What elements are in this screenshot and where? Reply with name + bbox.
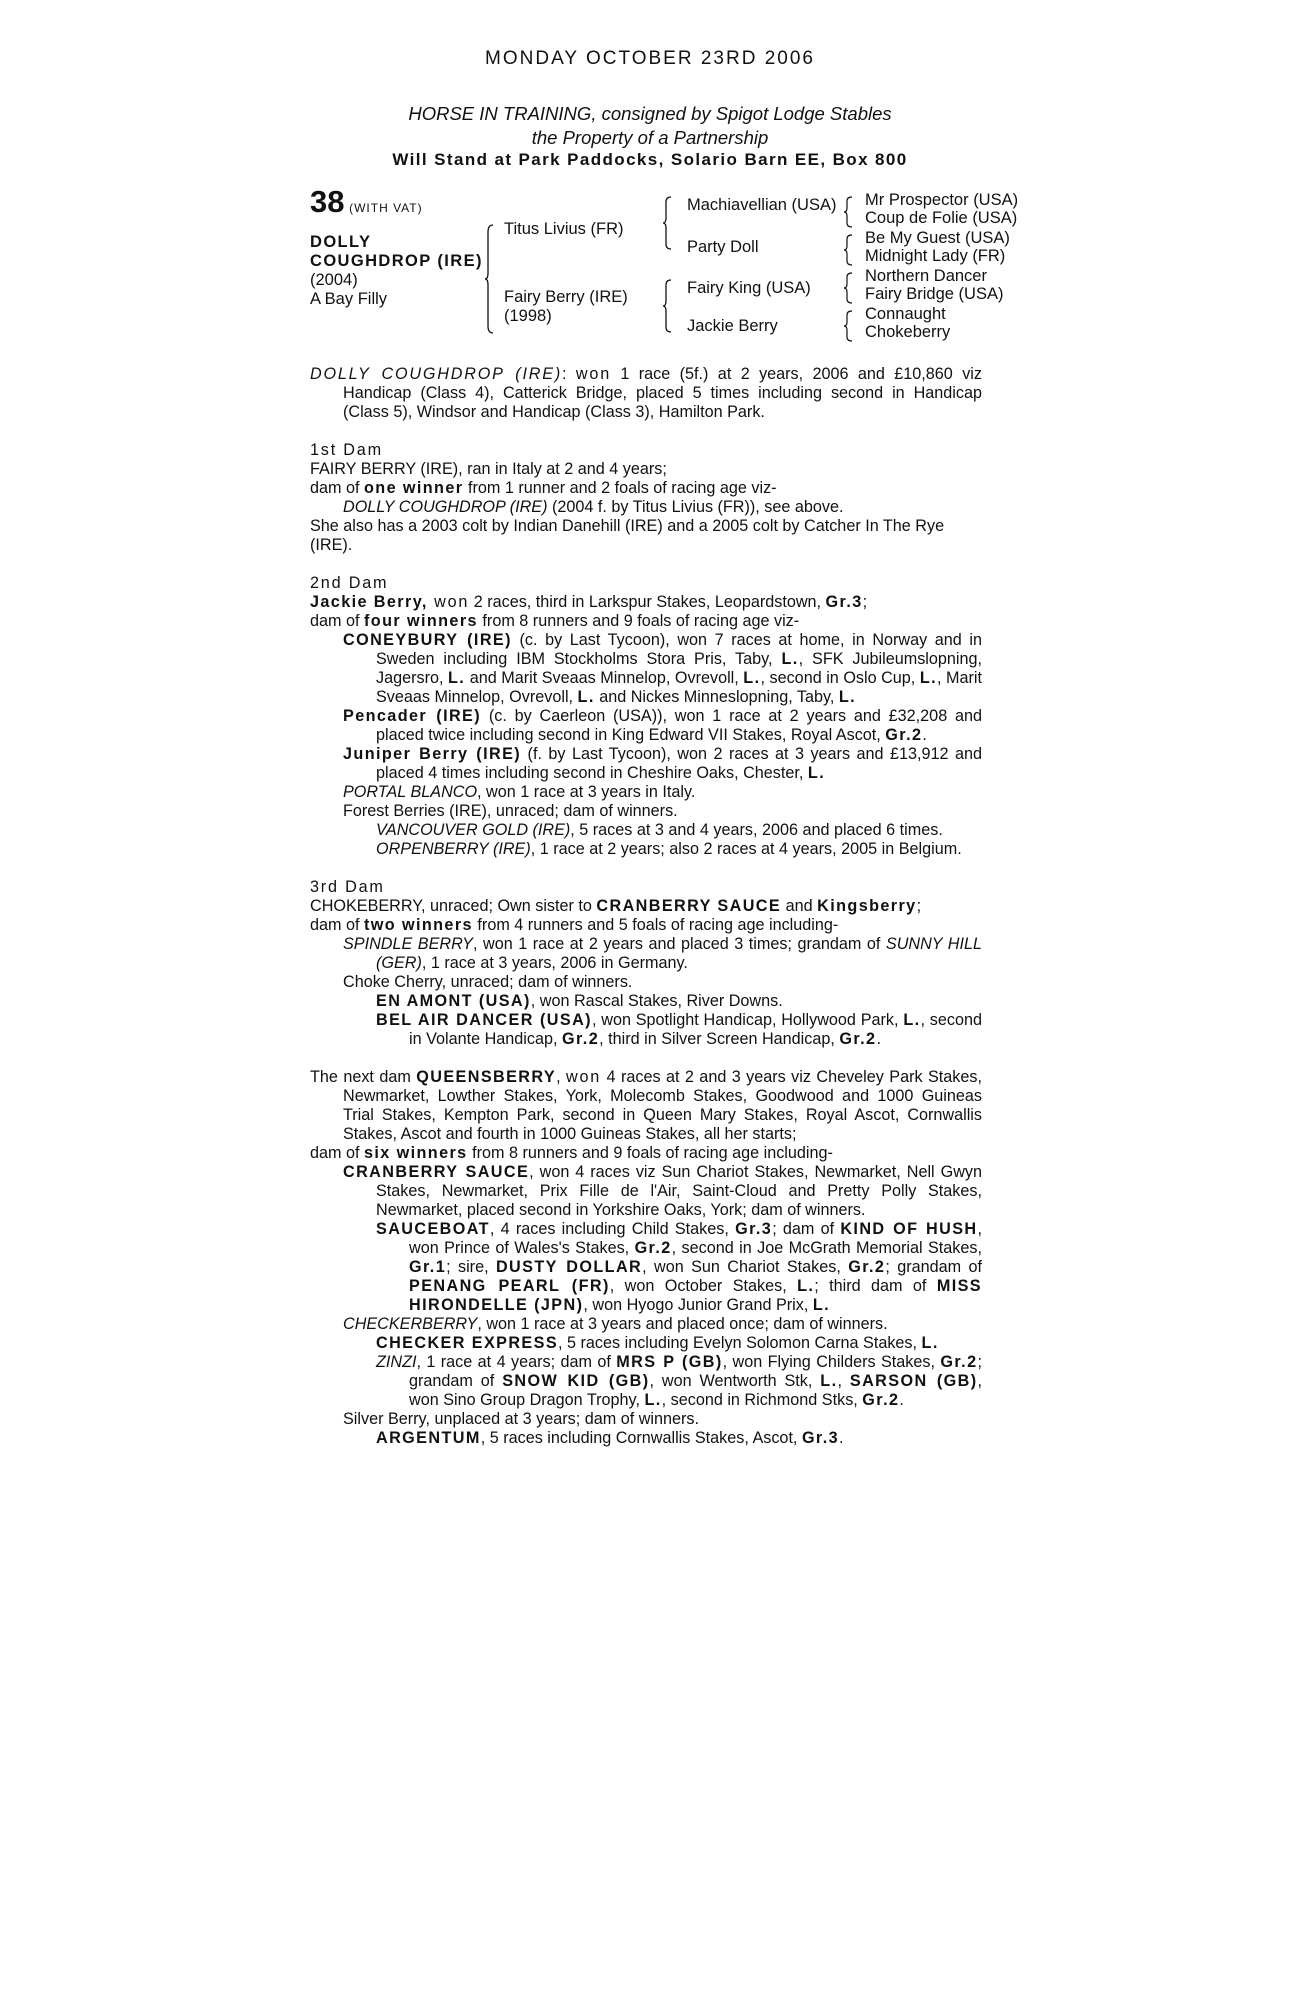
next-dam-produce: dam of six winners from 8 runners and 9 foals of racing age including-: [310, 1144, 833, 1162]
sire-name: Titus Livius (FR): [504, 220, 624, 238]
lot-number: 38: [310, 184, 345, 219]
grand-foal-sauceboat: SAUCEBOAT, 4 races including Child Stakes, Gr.3; dam of KIND OF HUSH, won Prince of Wales's Stakes, Gr.2, second in Joe McGrath Memorial Stakes, Gr.1; sire, DUSTY DOLLAR, won Sun Chariot Stakes, Gr.2; grandam of PENANG PEARL (FR), won October Stakes, L.; third dam of MISS HIRONDELLE (JPN), won Hyogo Junior Grand Prix, L.: [376, 1220, 983, 1314]
second-dam-line: Jackie Berry, won 2 races, third in Larkspur Stakes, Leopardstown, Gr.3;: [310, 593, 868, 611]
dam-sire-dam: Fairy Bridge (USA): [865, 285, 1004, 303]
grand-foal-checker-express: CHECKER EXPRESS, 5 races including Evelyn Solomon Carna Stakes, L.: [376, 1334, 939, 1352]
third-dam-line: CHOKEBERRY, unraced; Own sister to CRANBERRY SAUCE and Kingsberry;: [310, 897, 922, 915]
second-dam-foal-coneybury: CONEYBURY (IRE) (c. by Last Tycoon), won 7 races at home, in Norway and in Sweden including IBM Stockholms Stora Pris, Taby, L., SFK Jubileumslopning, Jagersro, L. and Marit Sveaas Minnelop, Ovrevoll, L., second in Oslo Cup, L., Marit Sveaas Minnelop, Ovrevoll, L. and Nickes Minneslopning, Taby, L.: [343, 631, 982, 706]
winners-count: one winner: [364, 479, 464, 497]
first-dam-other-foals: She also has a 2003 colt by Indian Danehill (IRE) and a 2005 colt by Catcher In The Rye (IRE).: [310, 517, 945, 554]
race-record-paragraph: DOLLY COUGHDROP (IRE): won 1 race (5f.) at 2 years, 2006 and £10,860 viz Handicap (Class 4), Catterick Bridge, placed 5 times including second in Handicap (Class 5), Windsor and Handicap (Class 3), Hamilton Park.: [310, 365, 982, 421]
first-dam-heading: 1st Dam: [310, 441, 383, 459]
property-line: the Property of a Partnership: [531, 127, 769, 148]
horse-name-line2: COUGHDROP (IRE): [310, 252, 483, 270]
dam-dam-dam: Chokeberry: [865, 323, 951, 341]
pedigree-block: [310, 184, 1030, 348]
dam-dam: Jackie Berry: [687, 317, 778, 335]
second-dam-foal-juniper-berry: Juniper Berry (IRE) (f. by Last Tycoon), won 2 races at 3 years and £13,912 and placed 4 times including second in Cheshire Oaks, Chester, L.: [343, 745, 982, 782]
consignor-text: , consigned by Spigot Lodge Stables: [591, 103, 892, 124]
dam-sire: Fairy King (USA): [687, 279, 811, 297]
sire-dam-dam: Midnight Lady (FR): [865, 247, 1006, 265]
horse-in-training-label: HORSE IN TRAINING: [408, 103, 592, 124]
third-dam-produce: dam of two winners from 4 runners and 5 foals of racing age including-: [310, 916, 839, 934]
grand-foal-orpenberry: ORPENBERRY (IRE), 1 race at 2 years; also 2 races at 4 years, 2005 in Belgium.: [376, 840, 962, 858]
first-dam-foal: DOLLY COUGHDROP (IRE) (2004 f. by Titus Livius (FR)), see above.: [343, 498, 844, 516]
sire-dam: Party Doll: [687, 238, 759, 256]
catalogue-body: [310, 365, 982, 1448]
pedigree-bracket-3b: [844, 234, 856, 266]
second-dam-foal-portal-blanco: PORTAL BLANCO, won 1 race at 3 years in Italy.: [343, 783, 696, 801]
pedigree-bracket-2b: [663, 279, 675, 333]
sire-sire: Machiavellian (USA): [687, 196, 837, 214]
third-dam-heading: 3rd Dam: [310, 878, 385, 896]
first-dam-produce: dam of one winner from 1 runner and 2 foals of racing age viz-: [310, 479, 777, 497]
next-dam-foal-checkerberry: CHECKERBERRY, won 1 race at 3 years and placed once; dam of winners.: [343, 1315, 888, 1333]
pedigree-bracket-1: [485, 224, 497, 334]
horse-name-italic: DOLLY COUGHDROP (IRE): [310, 365, 563, 383]
grand-foal-en-amont: EN AMONT (USA), won Rascal Stakes, River Downs.: [376, 992, 783, 1010]
dam-year: (1998): [504, 307, 552, 325]
first-dam-line: FAIRY BERRY (IRE), ran in Italy at 2 and 4 years;: [310, 460, 667, 478]
pedigree-bracket-3c: [844, 272, 856, 304]
horse-description: A Bay Filly: [310, 290, 388, 308]
sire-sire-sire: Mr Prospector (USA): [865, 191, 1019, 209]
dam-name: Fairy Berry (IRE): [504, 288, 628, 306]
grand-foal-bel-air-dancer: BEL AIR DANCER (USA), won Spotlight Handicap, Hollywood Park, L., second in Volante Handicap, Gr.2, third in Silver Screen Handicap, Gr.2.: [376, 1011, 982, 1048]
second-dam-foal-forest-berries: Forest Berries (IRE), unraced; dam of winners.: [343, 802, 678, 820]
foaling-year: (2004): [310, 271, 358, 289]
next-dam-foal-cranberry-sauce: CRANBERRY SAUCE, won 4 races viz Sun Chariot Stakes, Newmarket, Nell Gwyn Stakes, Newmarket, Prix Fille de l'Air, Saint-Cloud and Pretty Polly Stakes, Newmarket, placed second in Yorkshire Oaks, York; dam of winners.: [343, 1163, 982, 1219]
vat-note: (WITH VAT): [349, 201, 423, 215]
race-record-text: 1 race (5f.) at 2 years, 2006 and £10,860 viz Handicap (Class 4), Catterick Bridge, placed 5 times including second in Handicap (Class 5), Windsor and Handicap (Class 3), Hamilton Park.: [343, 365, 982, 421]
grand-foal-argentum: ARGENTUM, 5 races including Cornwallis Stakes, Ascot, Gr.3.: [376, 1429, 844, 1447]
second-dam-heading: 2nd Dam: [310, 574, 389, 592]
third-dam-foal-choke-cherry: Choke Cherry, unraced; dam of winners.: [343, 973, 633, 991]
next-dam-foal-silver-berry: Silver Berry, unplaced at 3 years; dam of winners.: [343, 1410, 699, 1428]
consignment-line: [310, 103, 990, 125]
stable-location: Will Stand at Park Paddocks, Solario Barn EE, Box 800: [392, 150, 908, 169]
horse-name-line1: DOLLY: [310, 233, 372, 251]
dam-sire-sire: Northern Dancer: [865, 267, 987, 285]
grand-foal-zinzi: ZINZI, 1 race at 4 years; dam of MRS P (GB), won Flying Childers Stakes, Gr.2; grandam of SNOW KID (GB), won Wentworth Stk, L., SARSON (GB), won Sino Group Dragon Trophy, L., second in Richmond Stks, Gr.2.: [376, 1353, 982, 1409]
won-word: won: [575, 365, 612, 383]
sire-sire-dam: Coup de Folie (USA): [865, 209, 1018, 227]
dam-dam-sire: Connaught: [865, 305, 946, 323]
pedigree-bracket-3a: [844, 196, 856, 228]
next-dam-paragraph: The next dam QUEENSBERRY, won 4 races at 2 and 3 years viz Cheveley Park Stakes, Newmarket, Lowther Stakes, York, Molecomb Stakes, Goodwood and 1000 Guineas Trial Stakes, Kempton Park, second in Queen Mary Stakes, Royal Ascot, Cornwallis Stakes, Ascot and fourth in 1000 Guineas Stakes, all her starts;: [310, 1068, 982, 1143]
sale-date: MONDAY OCTOBER 23RD 2006: [485, 48, 815, 69]
sire-dam-sire: Be My Guest (USA): [865, 229, 1010, 247]
grand-foal-vancouver-gold: VANCOUVER GOLD (IRE), 5 races at 3 and 4 years, 2006 and placed 6 times.: [376, 821, 943, 839]
second-dam-produce: dam of four winners from 8 runners and 9 foals of racing age viz-: [310, 612, 800, 630]
third-dam-foal-spindle-berry: SPINDLE BERRY, won 1 race at 2 years and placed 3 times; grandam of SUNNY HILL (GER), 1 race at 3 years, 2006 in Germany.: [343, 935, 982, 972]
pedigree-bracket-3d: [844, 310, 856, 342]
second-dam-foal-pencader: Pencader (IRE) (c. by Caerleon (USA)), won 1 race at 2 years and £32,208 and placed twice including second in King Edward VII Stakes, Royal Ascot, Gr.2.: [343, 707, 983, 744]
pedigree-bracket-2a: [663, 196, 675, 250]
